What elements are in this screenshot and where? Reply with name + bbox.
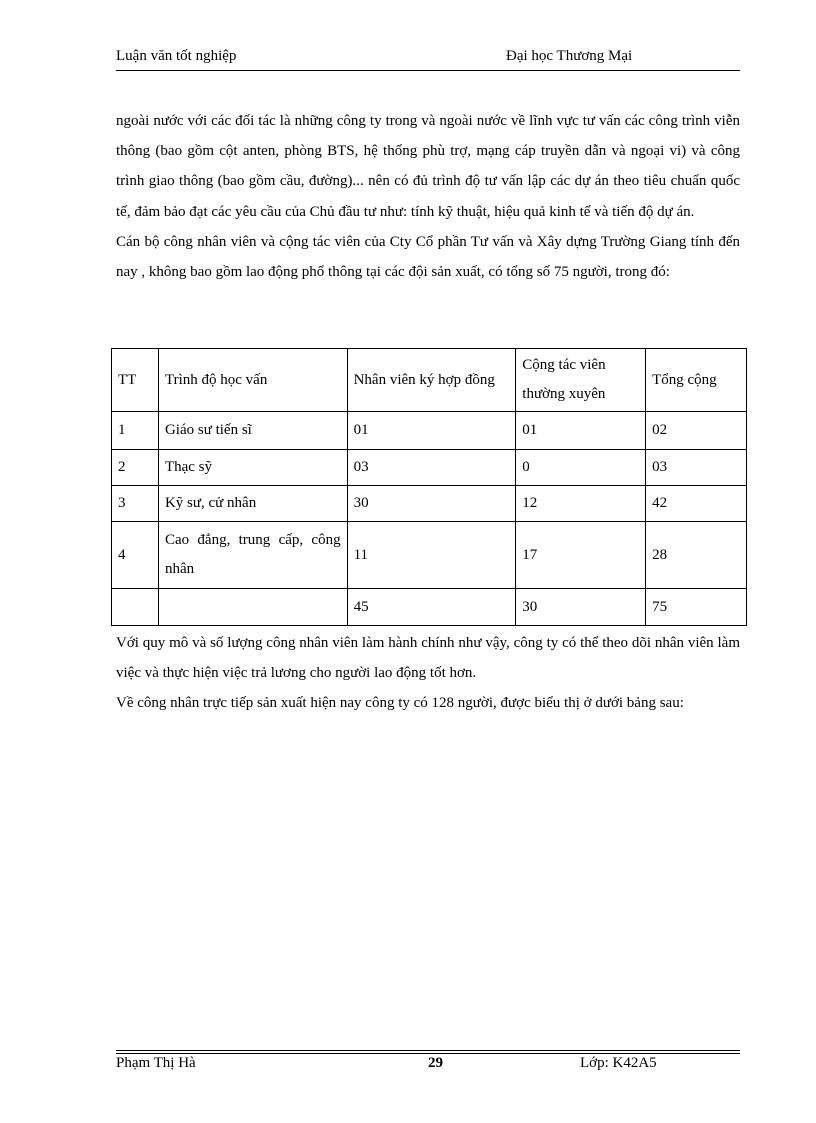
table-cell: 03 — [646, 450, 747, 486]
paragraph-2: Cán bộ công nhân viên và cộng tác viên của Cty Cổ phần Tư vấn và Xây dựng Trường Giang tính đến nay , không bao gồm lao động phổ thông tại các đội sản xuất, có tổng số 75 người, trong đó: — [116, 233, 740, 281]
table-cell — [158, 589, 347, 626]
table-row — [112, 450, 747, 486]
table-cell — [112, 589, 159, 626]
page-footer — [116, 1055, 740, 1077]
table-cell: 30 — [516, 589, 646, 626]
table-cell: 2 — [112, 450, 159, 486]
table-row — [112, 486, 747, 522]
footer-rule-top — [116, 1050, 740, 1051]
body-text — [116, 106, 740, 287]
table-total-row — [112, 589, 747, 626]
table-cell: 4 — [112, 522, 159, 589]
table-cell: 02 — [646, 412, 747, 450]
table-cell: 3 — [112, 486, 159, 522]
staff-education-table — [111, 348, 747, 626]
table-cell: 1 — [112, 412, 159, 450]
table-cell: 75 — [646, 589, 747, 626]
table-cell: 42 — [646, 486, 747, 522]
paragraph-1: ngoài nước với các đối tác là những công ty trong và ngoài nước về lĩnh vực tư vấn các công trình viễn thông (bao gồm cột anten, phòng BTS, hệ thống phù trợ, mạng cáp truyền dẫn và ngoại vi) và công trình giao thông (bao gồm cầu, đường)... nên có đủ trình độ tư vấn lập các dự án theo tiêu chuẩn quốc tế, đảm bảo đạt các yêu cầu của Chủ đầu tư như: tính kỹ thuật, hiệu quả kinh tế và tiến độ dự án. — [116, 113, 740, 220]
table-cell: 17 — [516, 522, 646, 589]
table-cell: 03 — [347, 450, 516, 486]
table-cell: 45 — [347, 589, 516, 626]
page-number: 29 — [428, 1055, 443, 1071]
footer-author: Phạm Thị Hà — [116, 1055, 196, 1071]
table-cell: 28 — [646, 522, 747, 589]
footer-class: Lớp: K42A5 — [580, 1055, 657, 1071]
table-header-cell: Tổng cộng — [646, 349, 747, 412]
header-university: Đại học Thương Mại — [506, 48, 633, 64]
after-table-text — [116, 628, 740, 719]
page-header — [116, 48, 740, 70]
header-thesis-title: Luận văn tốt nghiệp — [116, 48, 237, 64]
table-cell: Kỹ sư, cử nhân — [158, 486, 347, 522]
table-cell: Giáo sư tiến sĩ — [158, 412, 347, 450]
paragraph-4: Về công nhân trực tiếp sản xuất hiện nay công ty có 128 người, được biểu thị ở dưới bảng sau: — [116, 695, 684, 712]
table-cell: 0 — [516, 450, 646, 486]
table-row — [112, 412, 747, 450]
table-cell: Cao đẳng, trung cấp, công nhân — [158, 522, 347, 589]
header-rule — [116, 70, 740, 71]
table-header-cell: Trình độ học vấn — [158, 349, 347, 412]
table-cell: 01 — [347, 412, 516, 450]
table-header-row — [112, 349, 747, 412]
paragraph-3: Với quy mô và số lượng công nhân viên làm hành chính như vậy, công ty có thể theo dõi nhân viên làm việc và thực hiện việc trả lương cho người lao động tốt hơn. — [116, 635, 740, 682]
table-header-cell: Nhân viên ký hợp đồng — [347, 349, 516, 412]
footer-rule-bottom — [116, 1053, 740, 1054]
table-header-cell: TT — [112, 349, 159, 412]
table-header-cell: Cộng tác viên thường xuyên — [516, 349, 646, 412]
table-cell: 01 — [516, 412, 646, 450]
table-cell: Thạc sỹ — [158, 450, 347, 486]
table-cell: 11 — [347, 522, 516, 589]
table-row — [112, 522, 747, 589]
table-cell: 30 — [347, 486, 516, 522]
table-cell: 12 — [516, 486, 646, 522]
